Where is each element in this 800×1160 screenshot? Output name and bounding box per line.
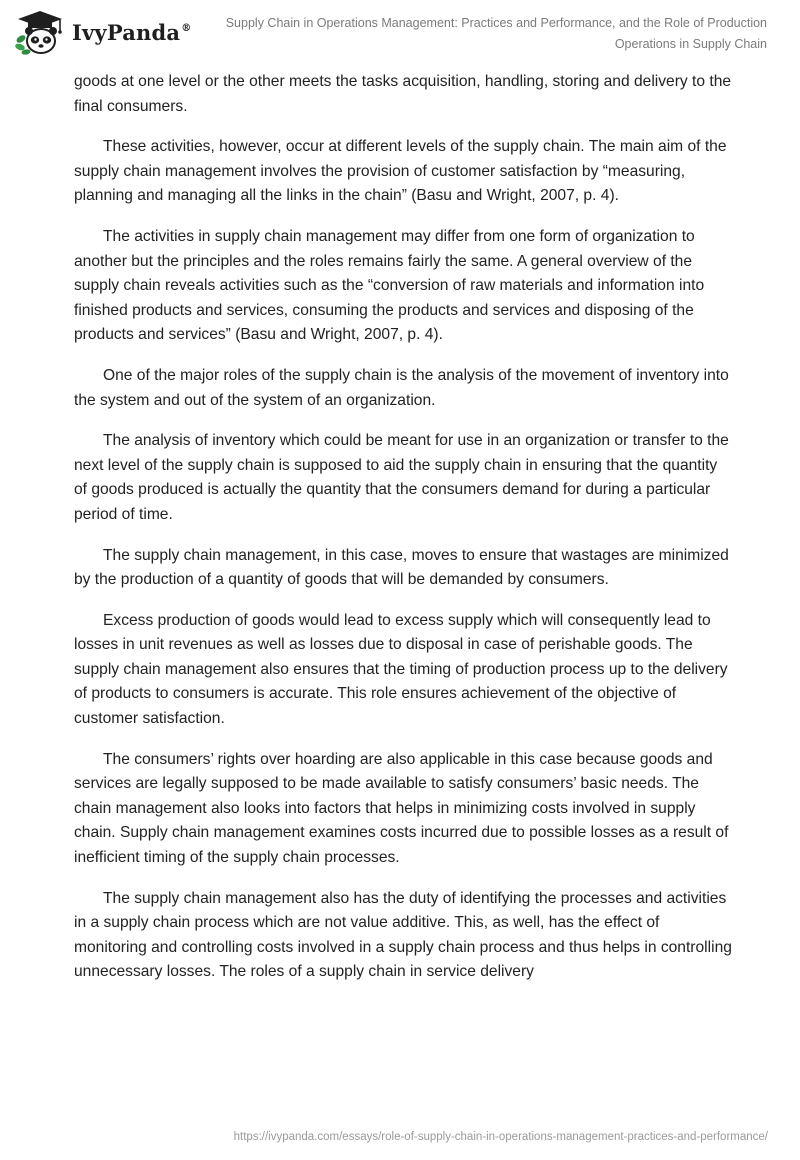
paragraph: The supply chain management, in this case, moves to ensure that wastages are minimized by the production of a quantity of goods that will be demanded by consumers.: [74, 546, 729, 589]
trademark-mark: ®: [181, 22, 192, 34]
paragraph: The activities in supply chain management may differ from one form of organization to another but the principles and the roles remains fairly the same. A general overview of the supply chain reveals activities such as the “conversion of raw materials and information into finished products and services, consuming the products and services and disposing of the products and services” (Basu and Wright, 2007, p. 4).: [74, 227, 705, 344]
paragraph: The analysis of inventory which could be meant for use in an organization or transfer to the next level of the supply chain is supposed to aid the supply chain in ensuring that the quantity of goods produced is actually the quantity that the consumers demand for during a particular period of time.: [74, 432, 729, 523]
page-header: [0, 0, 800, 68]
ivypanda-logo[interactable]: [14, 9, 191, 55]
paragraph: One of the major roles of the supply chain is the analysis of the movement of inventory into the system and out of the system of an organization.: [74, 366, 729, 409]
source-url[interactable]: https://ivypanda.com/essays/role-of-supply-chain-in-operations-management-practices-and-performance/: [233, 1131, 768, 1143]
panda-graduation-cap-icon: [14, 9, 66, 55]
essay-body: [74, 70, 734, 1001]
paragraph: goods at one level or the other meets the tasks acquisition, handling, storing and delivery to the final consumers.: [74, 73, 732, 115]
paragraph: The supply chain management also has the duty of identifying the processes and activities in a supply chain process which are not value additive. This, as well, has the effect of monitoring and controlling costs involved in a supply chain process and thus helps in controlling unnecessary losses. The roles of a supply chain in service delivery: [74, 889, 732, 981]
brand-name: IvyPanda®: [72, 19, 192, 45]
paragraph: The consumers’ rights over hoarding are also applicable in this case because goods and services are legally supposed to be made available to satisfy consumers’ basic needs. The chain management also looks into factors that helps in minimizing costs involved in supply chain. Supply chain management examines costs incurred due to possible losses as a result of inefficient timing of the supply chain processes.: [74, 750, 729, 867]
paragraph: Excess production of goods would lead to excess supply which will consequently lead to losses in unit revenues as well as losses due to disposal in case of perishable goods. The supply chain management also ensures that the timing of production process up to the delivery of products to consumers is accurate. This role ensures achievement of the objective of customer satisfaction.: [74, 611, 728, 728]
paragraph: These activities, however, occur at different levels of the supply chain. The main aim of the supply chain management involves the provision of customer satisfaction by “measuring, planning and managing all the links in the chain” (Basu and Wright, 2007, p. 4).: [74, 138, 727, 205]
document-title: Supply Chain in Operations Management: Practices and Performance, and the Role of Production Operations in Supply Chain: [225, 16, 767, 51]
